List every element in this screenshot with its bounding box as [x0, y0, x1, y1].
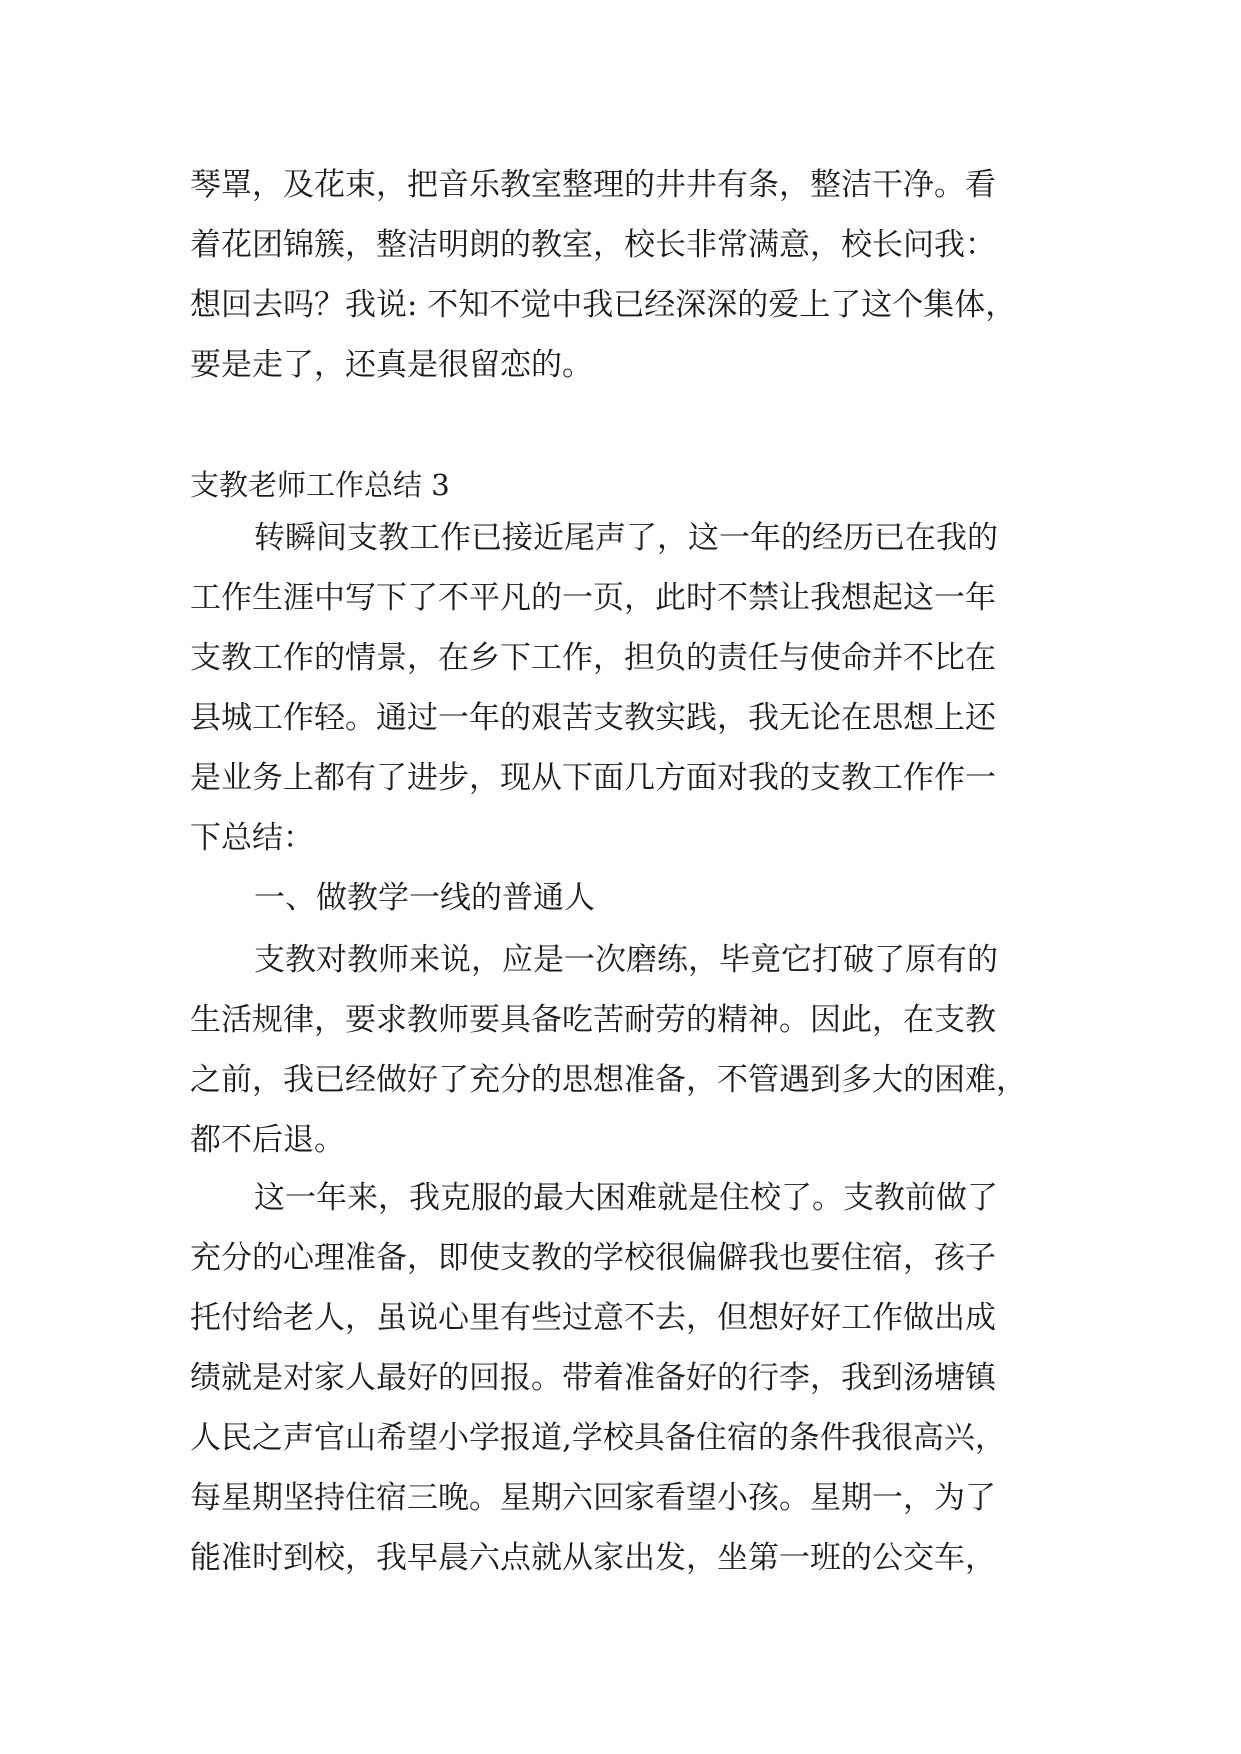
section-title	[190, 455, 1090, 515]
text-line: 是业务上都有了进步，现从下面几方面对我的支教工作作一	[190, 760, 996, 796]
continuation-paragraph	[190, 155, 1090, 395]
text-line: 生活规律，要求教师要具备吃苦耐劳的精神。因此，在支教	[190, 1002, 996, 1038]
text-line: 托付给老人，虽说心里有些过意不去，但想好好工作做出成	[190, 1300, 996, 1336]
text-line: 转瞬间支教工作已接近尾声了，这一年的经历已在我的	[254, 520, 998, 556]
paragraph-three	[190, 1168, 1090, 1588]
text-line: 能准时到校，我早晨六点就从家出发，坐第一班的公交车，	[190, 1540, 996, 1576]
paragraph-two	[190, 930, 1090, 1170]
text-line: 支教工作的情景，在乡下工作，担负的责任与使命并不比在	[190, 640, 996, 676]
section-title-text: 支教老师工作总结 3	[190, 468, 450, 502]
text-line: 这一年来，我克服的最大困难就是住校了。支教前做了	[254, 1180, 998, 1216]
text-line: 绩就是对家人最好的回报。带着准备好的行李，我到汤塘镇	[190, 1360, 996, 1396]
text-line: 每星期坚持住宿三晚。星期六回家看望小孩。星期一，为了	[190, 1480, 996, 1516]
text-line: 县城工作轻。通过一年的艰苦支教实践，我无论在思想上还	[190, 700, 996, 736]
paragraph-intro	[190, 508, 1090, 868]
text-line: 人民之声官山希望小学报道,学校具备住宿的条件我很高兴，	[190, 1420, 1006, 1456]
text-line: 工作生涯中写下了不平凡的一页，此时不禁让我想起这一年	[190, 580, 996, 616]
text-line: 着花团锦簇，整洁明朗的教室，校长非常满意，校长问我：	[190, 227, 996, 263]
text-line: 琴罩，及花束，把音乐教室整理的井井有条，整洁干净。看	[190, 167, 996, 203]
text-line: 想回去吗？我说: 不知不觉中我已经深深的爱上了这个集体，	[190, 287, 1017, 323]
text-line: 充分的心理准备，即使支教的学校很偏僻我也要住宿，孩子	[190, 1240, 996, 1276]
text-line: 支教对教师来说，应是一次磨练，毕竟它打破了原有的	[254, 942, 998, 978]
text-line: 之前，我已经做好了充分的思想准备，不管遇到多大的困难，	[190, 1062, 1027, 1098]
text-line: 要是走了，还真是很留恋的。	[190, 347, 593, 383]
text-line: 都不后退。	[190, 1122, 345, 1158]
subheading	[190, 868, 1090, 928]
subheading-text: 一、做教学一线的普通人	[254, 880, 595, 916]
text-line: 下总结：	[190, 820, 314, 856]
